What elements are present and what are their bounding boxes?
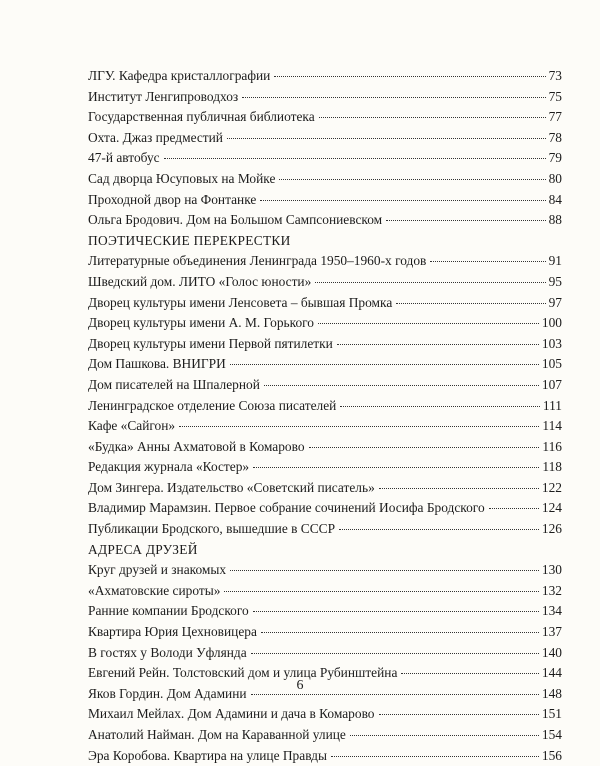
toc-entry [88, 396, 562, 417]
toc-entry-title: Эра Коробова. Квартира на улице Правды [88, 747, 327, 763]
toc-entry [88, 416, 562, 437]
toc-entry [88, 66, 562, 87]
section-heading-poetic: ПОЭТИЧЕСКИЕ ПЕРЕКРЕСТКИ [88, 232, 291, 248]
toc-entry-title: Дом писателей на Шпалерной [88, 376, 260, 392]
toc-entry-page: 111 [542, 397, 562, 413]
toc-entry-title: Дворец культуры имени Первой пятилетки [88, 335, 333, 351]
dot-leader [318, 323, 539, 324]
toc-entry [88, 354, 562, 375]
toc-entry-page: 140 [541, 644, 562, 660]
toc-section-list [88, 66, 562, 231]
toc-entry-title: Ольга Бродович. Дом на Большом Сампсониевском [88, 212, 383, 228]
toc-entry-page: 105 [541, 356, 562, 372]
toc-entry-page: 124 [541, 500, 562, 516]
toc-entry-page: 84 [548, 191, 562, 207]
toc-entry-title: Евгений Рейн. Толстовский дом и улица Рубинштейна [88, 665, 398, 681]
toc-entry [88, 622, 562, 643]
dot-leader [386, 220, 545, 221]
toc-entry-title: Литературные объединения Ленинграда 1950–1960-х годов [88, 253, 427, 269]
toc-entry [88, 498, 562, 519]
dot-leader [251, 653, 539, 654]
toc-entry [88, 107, 562, 128]
toc-entry-title: Редакция журнала «Костер» [88, 459, 250, 475]
dot-leader [309, 447, 540, 448]
toc-entry-page: 80 [548, 170, 562, 186]
toc-entry-title: «Ахматовские сироты» [88, 582, 221, 598]
toc-entry-title: ЛГУ. Кафедра кристаллографии [88, 68, 271, 83]
toc-entry [88, 87, 562, 108]
dot-leader [242, 97, 545, 98]
toc-entry [88, 293, 562, 314]
toc-entry [88, 704, 562, 725]
dot-leader [339, 529, 539, 530]
toc-entry-title: Публикации Бродского, вышедшие в СССР [88, 521, 336, 537]
dot-leader [274, 76, 545, 77]
dot-leader [279, 179, 545, 180]
dot-leader [379, 488, 539, 489]
toc-entry-title: Дворец культуры имени А. М. Горького [88, 315, 314, 331]
toc-entry-title: Шведский дом. ЛИТО «Голос юности» [88, 273, 312, 289]
toc-entry [88, 148, 562, 169]
dot-leader [264, 385, 539, 386]
toc-entry [88, 457, 562, 478]
toc-entry-page: 73 [548, 68, 562, 83]
toc-entry-title: Ранние компании Бродского [88, 603, 249, 619]
toc-entry [88, 169, 562, 190]
dot-leader [253, 611, 539, 612]
toc-entry-page: 118 [542, 459, 562, 475]
toc-entry [88, 334, 562, 355]
toc-entry [88, 581, 562, 602]
dot-leader [315, 282, 545, 283]
toc-entry-title: 47-й автобус [88, 150, 160, 166]
toc-entry-title: «Будка» Анны Ахматовой в Комарово [88, 438, 305, 454]
toc-entry-page: 130 [541, 562, 562, 578]
toc-entry-title: Дом Пашкова. ВНИГРИ [88, 356, 226, 372]
dot-leader [337, 344, 539, 345]
toc-entry-page: 122 [541, 479, 562, 495]
toc-entry-page: 77 [548, 109, 562, 125]
dot-leader [350, 735, 539, 736]
page-number: 6 [296, 678, 304, 693]
toc-entry-title: Владимир Марамзин. Первое собрание сочинений Иосифа Бродского [88, 500, 485, 516]
dot-leader [230, 364, 539, 365]
toc-entry-page: 132 [541, 582, 562, 598]
toc-entry-title: Охта. Джаз предместий [88, 129, 223, 145]
dot-leader [331, 756, 539, 757]
toc-entry-title: Анатолий Найман. Дом на Караванной улице [88, 727, 346, 742]
toc-entry [88, 437, 562, 458]
toc-entry [88, 313, 562, 334]
toc-entry-title: Кафе «Сайгон» [88, 418, 176, 434]
table-of-contents [88, 66, 562, 766]
toc-entry [88, 478, 562, 499]
toc-entry-page: 97 [548, 294, 562, 310]
toc-entry [88, 601, 562, 622]
dot-leader [340, 406, 540, 407]
dot-leader [379, 714, 539, 715]
toc-entry-page: 148 [541, 685, 562, 701]
toc-entry [88, 251, 562, 272]
toc-entry [88, 519, 562, 540]
toc-entry-page: 156 [541, 747, 562, 763]
toc-entry-title: Ленинградское отделение Союза писателей [88, 397, 337, 413]
dot-leader [396, 303, 545, 304]
toc-section-list [88, 251, 562, 539]
dot-leader [489, 508, 539, 509]
toc-entry [88, 190, 562, 211]
toc-entry-title: В гостях у Володи Уфлянда [88, 644, 247, 660]
toc-entry-page: 91 [548, 253, 562, 269]
toc-entry-title: Проходной двор на Фонтанке [88, 191, 257, 207]
dot-leader [253, 467, 539, 468]
dot-leader [164, 158, 546, 159]
toc-entry-title: Дворец культуры имени Ленсовета – бывшая Промка [88, 294, 393, 310]
dot-leader [401, 673, 539, 674]
toc-entry-title: Институт Ленгипроводхоз [88, 88, 239, 104]
toc-entry-page: 100 [541, 315, 562, 331]
toc-entry [88, 560, 562, 581]
dot-leader [179, 426, 539, 427]
toc-entry-page: 151 [541, 706, 562, 722]
toc-entry [88, 725, 562, 746]
dot-leader [319, 117, 546, 118]
toc-entry-page: 75 [548, 88, 562, 104]
dot-leader [430, 261, 545, 262]
dot-leader [227, 138, 546, 139]
toc-entry-page: 126 [541, 521, 562, 537]
toc-entry [88, 210, 562, 231]
toc-entry-title: Государственная публичная библиотека [88, 109, 315, 125]
toc-entry-title: Михаил Мейлах. Дом Адамини и дача в Комарово [88, 706, 375, 722]
toc-entry [88, 746, 562, 766]
toc-entry-page: 114 [542, 418, 562, 434]
toc-entry-title: Дом Зингера. Издательство «Советский писатель» [88, 479, 375, 495]
dot-leader [261, 632, 539, 633]
toc-entry [88, 128, 562, 149]
toc-entry-page: 88 [548, 212, 562, 228]
toc-entry-page: 137 [541, 624, 562, 640]
toc-entry-title: Квартира Юрия Цехновицера [88, 624, 257, 640]
toc-entry-title: Яков Гордин. Дом Адамини [88, 685, 247, 701]
toc-entry-page: 79 [548, 150, 562, 166]
toc-entry-page: 103 [541, 335, 562, 351]
dot-leader [260, 200, 545, 201]
dot-leader [230, 570, 539, 571]
toc-entry [88, 375, 562, 396]
toc-section-list [88, 560, 562, 766]
toc-entry-page: 134 [541, 603, 562, 619]
toc-entry-title: Круг друзей и знакомых [88, 562, 227, 578]
toc-entry-title: Сад дворца Юсуповых на Мойке [88, 170, 276, 186]
toc-entry [88, 643, 562, 664]
toc-entry-page: 154 [541, 727, 562, 742]
toc-entry-page: 144 [541, 665, 562, 681]
toc-entry-page: 95 [548, 273, 562, 289]
toc-entry-page: 78 [548, 129, 562, 145]
section-heading-friends: АДРЕСА ДРУЗЕЙ [88, 541, 198, 557]
toc-entry-page: 107 [541, 376, 562, 392]
dot-leader [224, 591, 538, 592]
toc-entry [88, 272, 562, 293]
toc-entry-page: 116 [542, 438, 562, 454]
